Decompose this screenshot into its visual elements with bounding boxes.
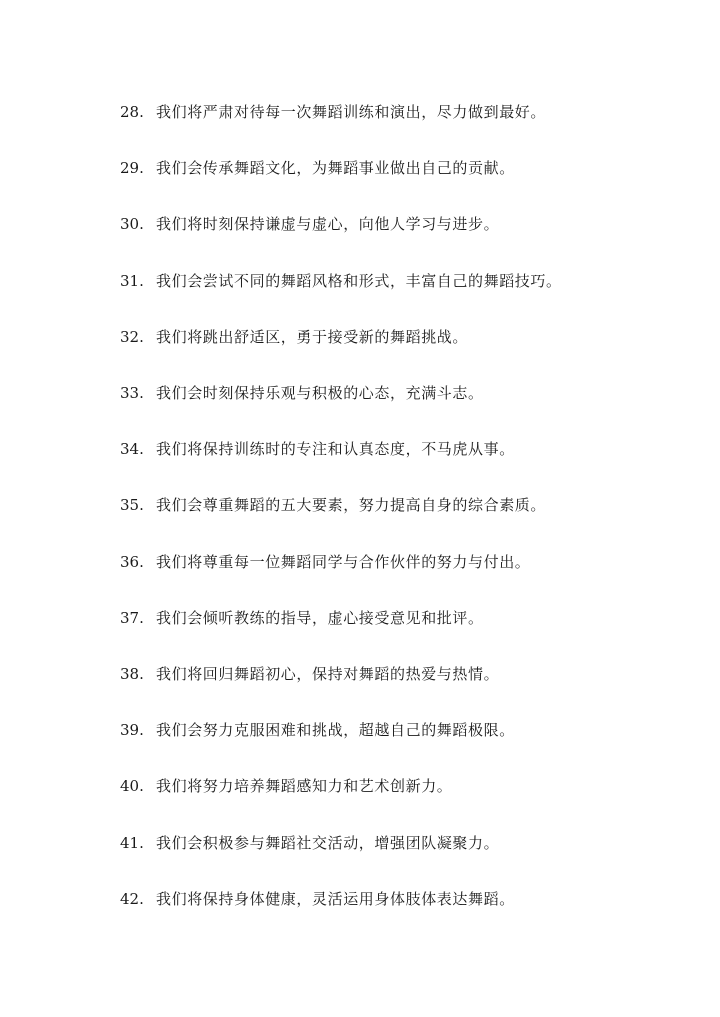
item-text: 我们将回归舞蹈初心，保持对舞蹈的热爱与热情。 [156,664,500,683]
item-number: 33. [120,384,144,403]
item-text: 我们会时刻保持乐观与积极的心态，充满斗志。 [156,384,484,403]
item-number: 38. [120,664,144,683]
list-item [120,702,680,758]
item-number: 28. [120,103,144,122]
list-item [120,309,680,365]
item-text: 我们将保持身体健康，灵活运用身体肢体表达舞蹈。 [156,889,515,908]
item-text: 我们将尊重每一位舞蹈同学与合作伙伴的努力与付出。 [156,552,531,571]
item-text: 我们会倾听教练的指导，虚心接受意见和批评。 [156,608,484,627]
list-item [120,421,680,477]
item-number: 41. [120,833,144,852]
list-item [120,253,680,309]
item-number: 32. [120,327,144,346]
item-text: 我们将严肃对待每一次舞蹈训练和演出，尽力做到最好。 [156,103,547,122]
item-number: 29. [120,159,144,178]
list-item [120,477,680,533]
list-item [120,590,680,646]
item-text: 我们会努力克服困难和挑战，超越自己的舞蹈极限。 [156,721,515,740]
list-item [120,646,680,702]
item-number: 31. [120,271,144,290]
item-text: 我们会尊重舞蹈的五大要素，努力提高自身的综合素质。 [156,496,547,515]
item-text: 我们将保持训练时的专注和认真态度，不马虎从事。 [156,440,515,459]
item-number: 35. [120,496,144,515]
list-item [120,758,680,814]
pledge-list [120,84,680,927]
item-text: 我们会传承舞蹈文化，为舞蹈事业做出自己的贡献。 [156,159,515,178]
item-number: 37. [120,608,144,627]
item-number: 39. [120,721,144,740]
item-number: 34. [120,440,144,459]
list-item [120,196,680,252]
list-item [120,365,680,421]
item-text: 我们将跳出舒适区，勇于接受新的舞蹈挑战。 [156,327,469,346]
item-text: 我们会积极参与舞蹈社交活动，增强团队凝聚力。 [156,833,500,852]
list-item [120,140,680,196]
item-number: 30. [120,215,144,234]
item-number: 42. [120,889,144,908]
list-item [120,871,680,927]
list-item [120,84,680,140]
item-number: 40. [120,777,144,796]
item-text: 我们将努力培养舞蹈感知力和艺术创新力。 [156,777,453,796]
item-text: 我们将时刻保持谦虚与虚心，向他人学习与进步。 [156,215,500,234]
list-item [120,534,680,590]
item-text: 我们会尝试不同的舞蹈风格和形式，丰富自己的舞蹈技巧。 [156,271,562,290]
list-item [120,814,680,870]
item-number: 36. [120,552,144,571]
